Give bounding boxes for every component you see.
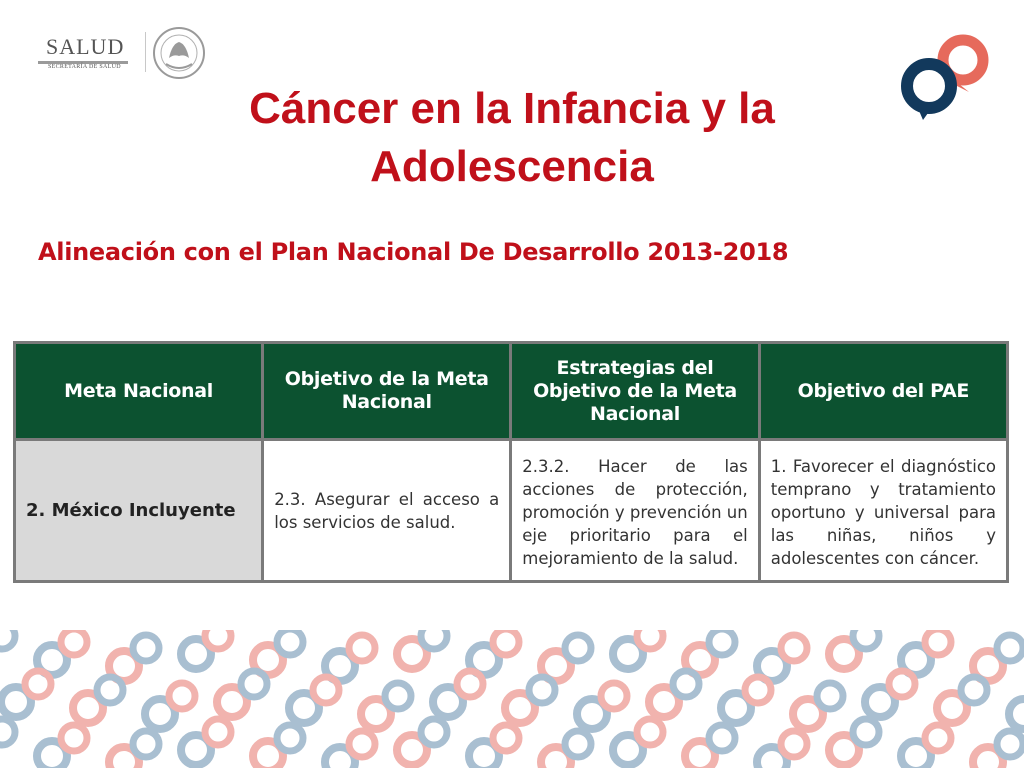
pattern-ring — [745, 677, 771, 703]
pattern-ring — [97, 677, 123, 703]
pattern-ring — [493, 725, 519, 751]
cell-objetivo-meta: 2.3. Asegurar el acceso a los servicios de salud. — [264, 441, 509, 580]
cell-objetivo-pae: 1. Favorecer el diagnóstico temprano y tratamiento oportuno y universal para las niñas, niños y adolescentes con cáncer. — [761, 441, 1006, 580]
pattern-ring — [133, 635, 159, 661]
pattern-ring — [529, 677, 555, 703]
salud-logo-word: SALUD — [46, 34, 125, 59]
pattern-ring — [421, 719, 447, 745]
pattern-ring — [961, 677, 987, 703]
pattern-ring — [889, 671, 915, 697]
pattern-ring — [673, 671, 699, 697]
pattern-ring — [421, 630, 447, 649]
decorative-bubble-pattern — [0, 630, 1024, 768]
pattern-ring — [997, 731, 1023, 757]
speech-bubble-rings-logo-icon — [895, 26, 999, 126]
pattern-ring — [637, 630, 663, 649]
salud-logo — [36, 34, 136, 74]
alignment-table-grid — [13, 341, 1009, 583]
pattern-ring — [853, 630, 879, 649]
page-subtitle: Alineación con el Plan Nacional De Desarrollo 2013-2018 — [38, 238, 789, 266]
pattern-ring — [493, 630, 519, 655]
pattern-ring — [637, 719, 663, 745]
pattern-ring — [205, 719, 231, 745]
salud-logo-subtext: SECRETARÍA DE SALUD — [48, 64, 121, 70]
table-header-row — [16, 344, 1006, 438]
logo-divider — [145, 32, 146, 72]
pattern-ring — [853, 719, 879, 745]
pattern-ring — [61, 725, 87, 751]
pattern-ring — [565, 635, 591, 661]
pattern-ring — [925, 725, 951, 751]
pattern-ring — [25, 671, 51, 697]
header-objetivo-meta: Objetivo de la Meta Nacional — [264, 344, 509, 438]
pattern-ring — [349, 731, 375, 757]
pattern-ring — [133, 731, 159, 757]
pattern-ring — [1009, 699, 1024, 729]
cell-meta-nacional: 2. México Incluyente — [16, 441, 261, 580]
alignment-table — [13, 341, 1009, 583]
title-line-1: Cáncer en la Infancia y la — [249, 84, 775, 133]
pattern-ring — [925, 630, 951, 655]
table-row — [16, 441, 1006, 580]
pattern-ring — [781, 635, 807, 661]
header-meta-nacional: Meta Nacional — [16, 344, 261, 438]
title-line-2: Adolescencia — [370, 142, 654, 191]
pattern-ring — [277, 725, 303, 751]
pattern-ring — [277, 630, 303, 655]
pattern-ring — [0, 719, 15, 745]
cell-estrategia: 2.3.2. Hacer de las acciones de protección, promoción y prevención un eje prioritario para el mejoramiento de la salud. — [512, 441, 757, 580]
header-objetivo-pae: Objetivo del PAE — [761, 344, 1006, 438]
pattern-ring — [241, 671, 267, 697]
pattern-ring — [169, 683, 195, 709]
pattern-ring — [457, 671, 483, 697]
pattern-ring — [313, 677, 339, 703]
pattern-ring — [997, 635, 1023, 661]
pattern-ring — [709, 725, 735, 751]
page-title — [160, 80, 864, 196]
pattern-ring — [565, 731, 591, 757]
pattern-ring — [781, 731, 807, 757]
pattern-ring — [349, 635, 375, 661]
pattern-ring — [0, 630, 15, 649]
header-estrategias: Estrategias del Objetivo de la Meta Nacional — [512, 344, 757, 438]
pattern-ring — [709, 630, 735, 655]
pattern-ring — [817, 683, 843, 709]
escudo-nacional-seal-icon — [152, 26, 206, 80]
pattern-ring — [601, 683, 627, 709]
pattern-ring — [61, 630, 87, 655]
pattern-ring — [205, 630, 231, 649]
pattern-ring — [385, 683, 411, 709]
